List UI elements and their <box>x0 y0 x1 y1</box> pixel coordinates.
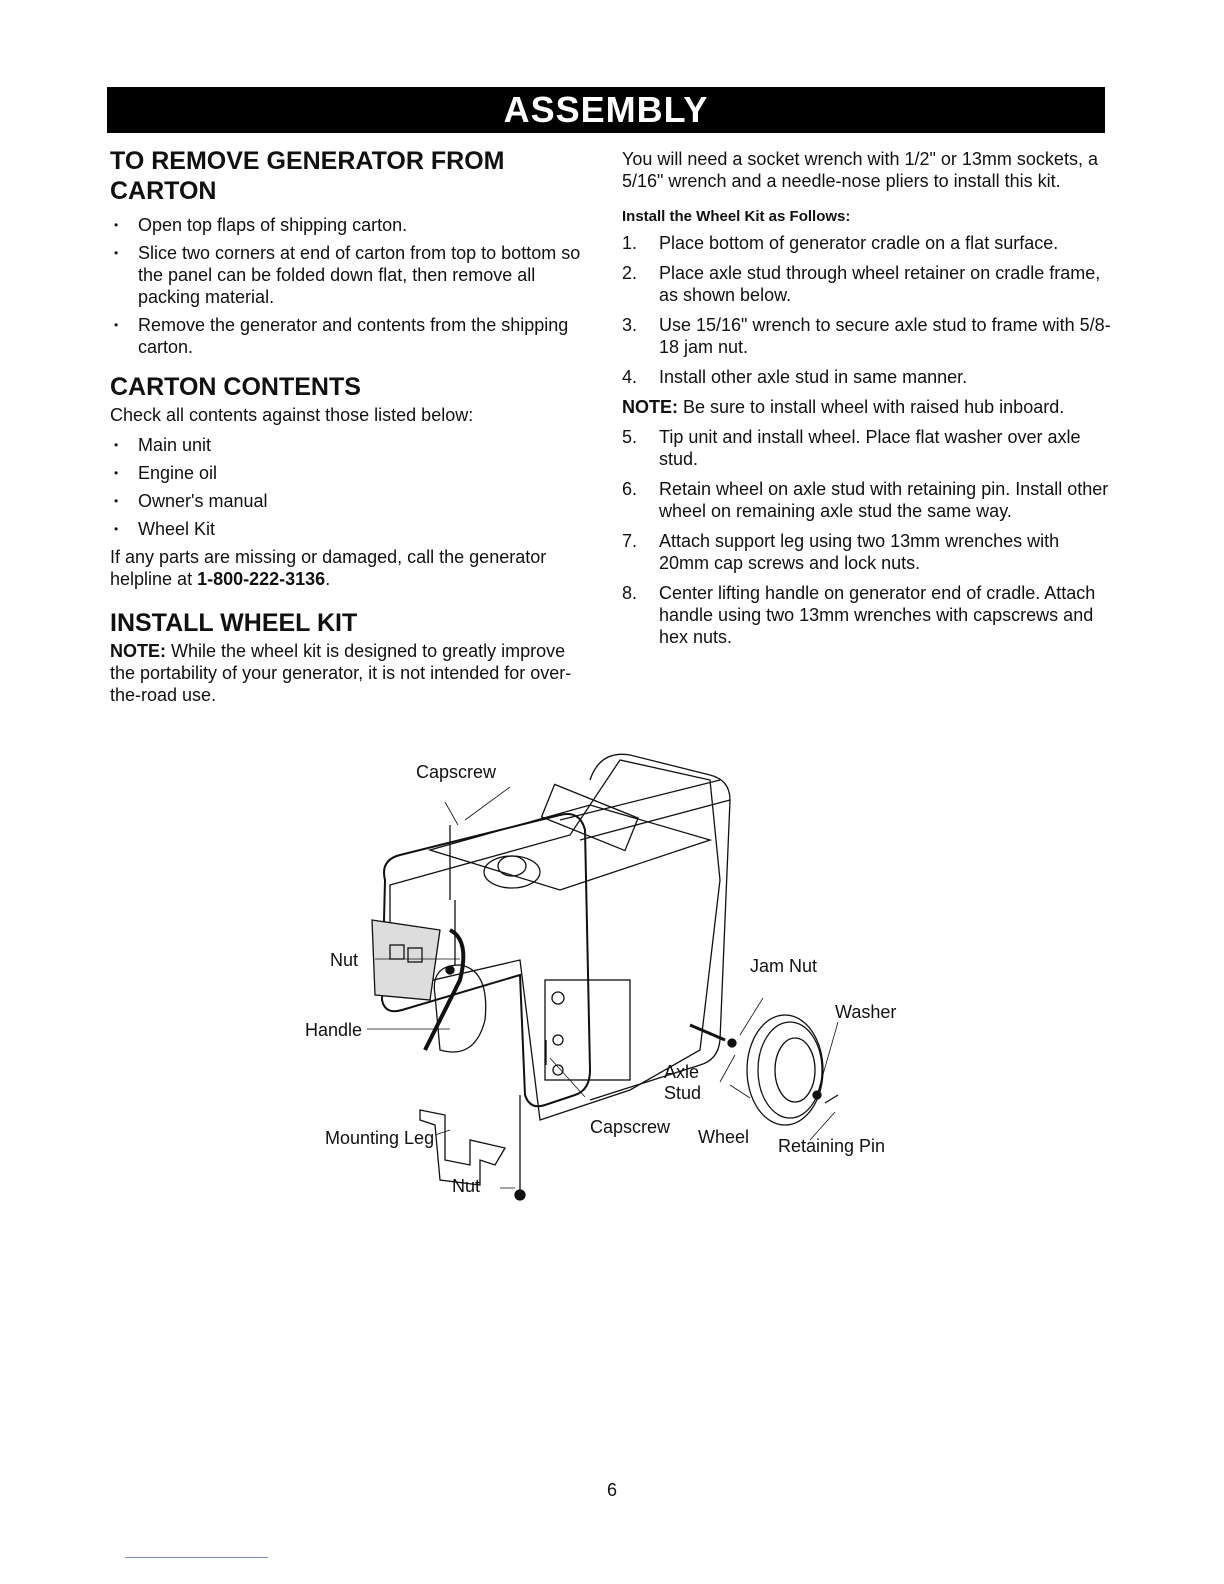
list-item: • Open top flaps of shipping carton. <box>110 214 595 236</box>
left-column <box>110 146 595 714</box>
step-item <box>622 530 1112 574</box>
label-wheel: Wheel <box>698 1127 750 1147</box>
section-header: ASSEMBLY <box>107 87 1105 133</box>
note-label: NOTE: <box>622 397 678 417</box>
step-item <box>622 426 1112 470</box>
label-retaining-pin: Retaining Pin <box>778 1136 886 1156</box>
step-item <box>622 478 1112 522</box>
heading-remove-generator: TO REMOVE GENERATOR FROM CARTON <box>110 147 505 205</box>
footer-rule <box>125 1557 268 1558</box>
list-item: • Slice two corners at end of carton from top to bottom so the panel can be folded down flat, then remove all packing material. <box>110 242 595 308</box>
page-number: 6 <box>606 1480 617 1500</box>
label-nut-top: Nut <box>330 950 359 970</box>
missing-parts-text <box>110 546 595 590</box>
list-item: • Owner's manual <box>110 490 595 512</box>
step-item <box>622 262 1112 306</box>
label-stud: Stud <box>664 1083 702 1103</box>
install-steps-b <box>622 426 1112 648</box>
contents-intro: Check all contents against those listed below: <box>110 405 474 425</box>
step-item <box>622 582 1112 648</box>
step-number: 3. <box>622 315 638 335</box>
label-capscrew-bottom: Capscrew <box>590 1117 671 1137</box>
tools-needed-text: You will need a socket wrench with 1/2" or 13mm sockets, a 5/16" wrench and a needle-nose pliers to install this kit. <box>622 149 1098 191</box>
list-item: • Wheel Kit <box>110 518 595 540</box>
note-text: Be sure to install wheel with raised hub inboard. <box>678 397 1065 417</box>
step-number: 1. <box>622 233 638 253</box>
step-number: 4. <box>622 367 638 387</box>
step-number: 2. <box>622 263 638 283</box>
step-text: Install other axle stud in same manner. <box>659 367 968 387</box>
label-handle: Handle <box>305 1020 363 1040</box>
step-text: Retain wheel on axle stud with retaining pin. Install other wheel on remaining axle stud the same way. <box>659 479 1109 521</box>
wheel-kit-note <box>110 640 595 706</box>
step-item <box>622 366 1112 388</box>
note-label: NOTE: <box>110 641 166 661</box>
list-item: • Main unit <box>110 434 595 456</box>
remove-steps-list <box>110 214 595 358</box>
note-text: While the wheel kit is designed to greatly improve the portability of your generator, it is not intended for over-the-road use. <box>110 641 572 705</box>
contents-list <box>110 434 595 540</box>
step-item <box>622 314 1112 358</box>
step-text: Place axle stud through wheel retainer on cradle frame, as shown below. <box>659 263 1101 305</box>
label-mounting-leg: Mounting Leg <box>325 1128 435 1148</box>
label-axle: Axle <box>664 1062 700 1082</box>
list-item: • Remove the generator and contents from the shipping carton. <box>110 314 595 358</box>
step-number: 7. <box>622 531 638 551</box>
step-number: 6. <box>622 479 638 499</box>
install-steps-a <box>622 232 1112 388</box>
heading-install-wheel-kit: INSTALL WHEEL KIT <box>110 609 358 637</box>
right-column <box>622 148 1112 656</box>
install-subheading: Install the Wheel Kit as Follows: <box>622 208 851 225</box>
step-text: Place bottom of generator cradle on a flat surface. <box>659 233 1059 253</box>
list-item: • Engine oil <box>110 462 595 484</box>
helpline-phone: 1-800-222-3136 <box>197 569 326 589</box>
step-number: 8. <box>622 583 638 603</box>
label-capscrew-top: Capscrew <box>416 762 497 782</box>
heading-carton-contents: CARTON CONTENTS <box>110 373 361 401</box>
step-text: Attach support leg using two 13mm wrenches with 20mm cap screws and lock nuts. <box>659 531 1060 573</box>
missing-parts-label: If any parts are missing or damaged, call the generator helpline at <box>110 547 547 589</box>
step-number: 5. <box>622 427 638 447</box>
step-text: Tip unit and install wheel. Place flat washer over axle stud. <box>659 427 1081 469</box>
step-text: Center lifting handle on generator end of cradle. Attach handle using two 13mm wrenches with capscrews and hex nuts. <box>659 583 1096 647</box>
step-item <box>622 232 1112 254</box>
hub-note <box>622 396 1112 418</box>
wheel-kit-diagram <box>290 740 930 1210</box>
label-washer: Washer <box>835 1002 897 1022</box>
label-nut-bottom: Nut <box>452 1176 481 1196</box>
step-text: Use 15/16" wrench to secure axle stud to frame with 5/8-18 jam nut. <box>659 315 1111 357</box>
period: . <box>325 569 331 589</box>
label-jam-nut: Jam Nut <box>750 956 818 976</box>
